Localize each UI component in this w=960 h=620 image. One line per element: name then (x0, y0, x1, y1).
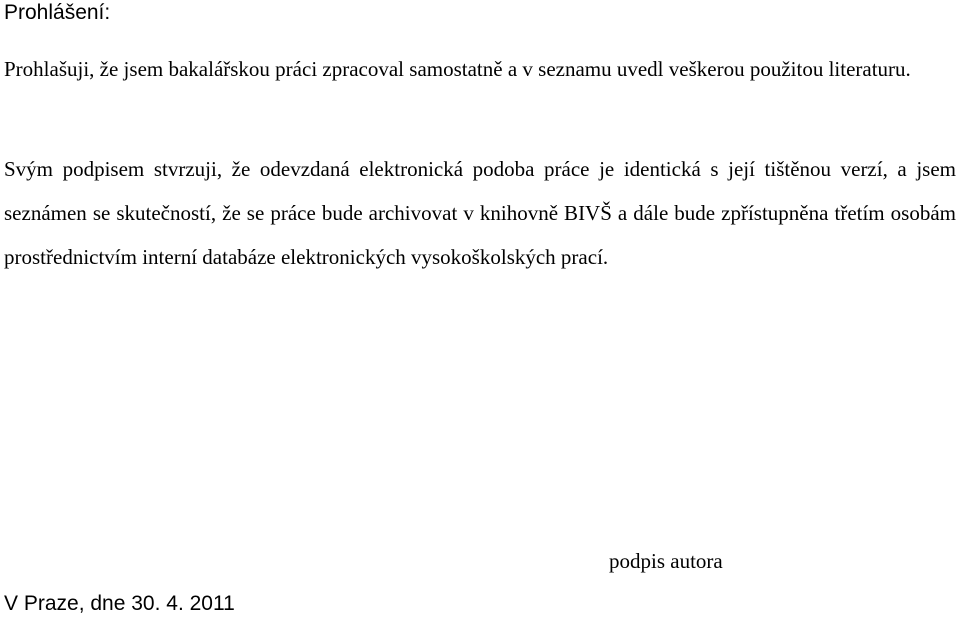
signature-label: podpis autora (609, 549, 723, 573)
declaration-heading: Prohlášení: (4, 1, 111, 24)
declaration-paragraph-1: Prohlašuji, že jsem bakalářskou práci zpracoval samostatně a v seznamu uvedl veškerou použitou literaturu. (4, 57, 911, 81)
place-and-date: V Praze, dne 30. 4. 2011 (4, 592, 235, 615)
declaration-paragraph-2: Svým podpisem stvrzuji, že odevzdaná elektronická podoba práce je identická s její tištěnou verzí, a jsem seznámen se skutečností, že se práce bude archivovat v knihovně BIVŠ a dále bude zpřístupněna třetím osobám prostřednictvím interní databáze elektronických vysokoškolských prací. (4, 157, 956, 269)
